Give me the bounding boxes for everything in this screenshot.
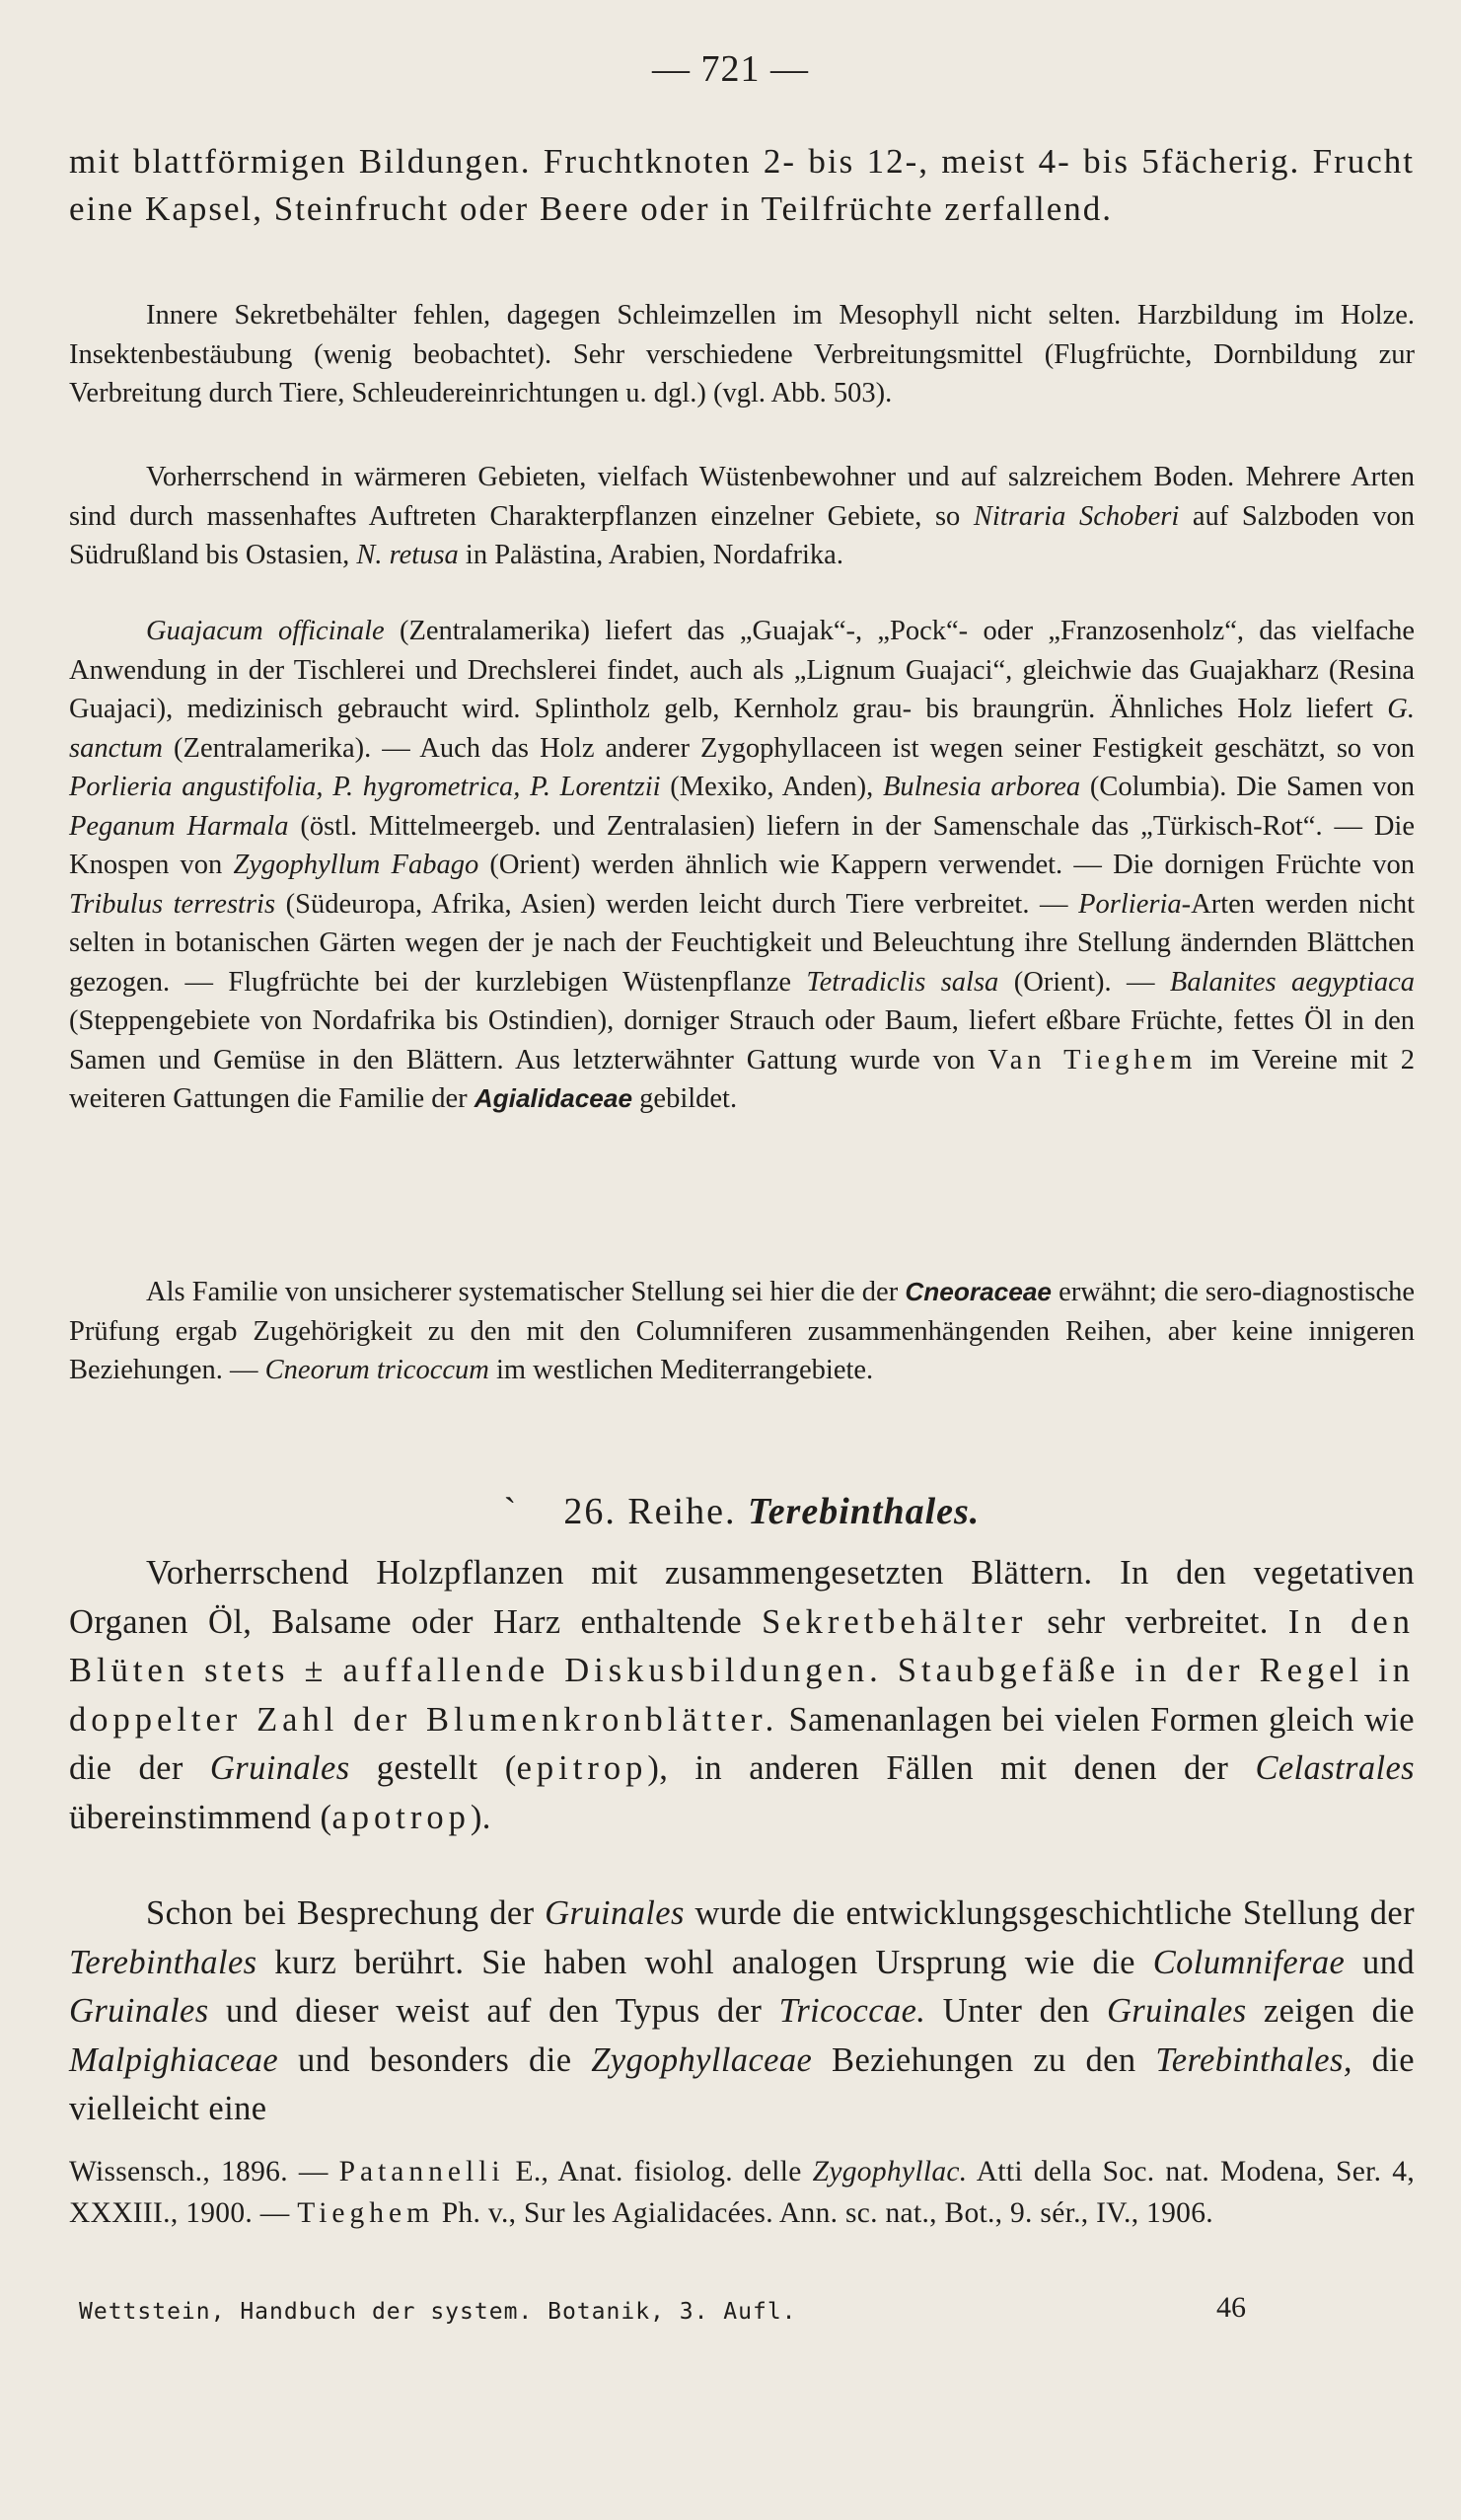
sheet-number: 46 — [1216, 2291, 1246, 2324]
paragraph-terebinthales-relations: Schon bei Besprechung der Gruinales wurde die entwicklungsgeschichtliche Stellung der Terebinthales kurz berührt. Sie haben wohl analogen Ursprung wie die Columniferae und Gruinales und dieser weist auf den Typus der Tricoccae. Unter den Gruinales zeigen die Malpighiaceae und besonders die Zygophyllaceae Beziehungen zu den Terebinthales, die vielleicht eine — [69, 1894, 1416, 2127]
book-imprint: Wettstein, Handbuch der system. Botanik, 3. Aufl. — [79, 2299, 797, 2325]
heading-title: Terebinthales. — [747, 1491, 981, 1532]
paragraph-distribution: Vorherrschend in wärmeren Gebieten, vielfach Wüstenbewohner und auf salzreichem Boden. Mehrere Arten sind durch massenhaftes Auftreten Charakterpflanzen einzelner Gebiete, so Nitraria Schoberi auf Salzboden von Südrußland bis Ostasien, N. retusa in Palästina, Arabien, Nordafrika. — [69, 462, 1415, 570]
lead-paragraph: mit blattförmigen Bildungen. Fruchtknoten 2- bis 12-, meist 4- bis 5fächerig. Frucht eine Kapsel, Steinfrucht oder Beere oder in Teilfrüchte zerfallend. — [69, 142, 1415, 228]
paragraph-secretion: Innere Sekretbehälter fehlen, dagegen Schleimzellen im Mesophyll nicht selten. Harzbildung im Holze. Insektenbestäubung (wenig beobachtet). Sehr verschiedene Verbreitungsmittel (Flugfrüchte, Dornbildung zur Verbreitung durch Tiere, Schleudereinrichtungen u. dgl.) (vgl. Abb. 503). — [69, 300, 1415, 408]
paragraph-terebinthales-description: Vorherrschend Holzpflanzen mit zusammengesetzten Blättern. In den vegetativen Organen Öl, Balsame oder Harz enthaltende Sekretbehälter sehr verbreitet. In den Blüten stets ± auffallende Diskusbildungen. Staubgefäße in der Regel in doppelter Zahl der Blumenkronblätter. Samenanlagen bei vielen Formen gleich wie die der Gruinales gestellt (epitrop), in anderen Fällen mit denen der Celastrales übereinstimmend (apotrop). — [69, 1554, 1416, 1836]
paragraph-cneoraceae: Als Familie von unsicherer systematischer Stellung sei hier die der Cneoraceae erwähnt; die sero-diagnostische Prüfung ergab Zugehörigkeit zu den mit den Columniferen zusammenhängenden Reihen, aber keine innigeren Beziehungen. — Cneorum tricoccum im westlichen Mediterrangebiete. — [69, 1277, 1416, 1385]
heading-number: 26. Reihe. — [563, 1491, 737, 1532]
footnote-references: Wissensch., 1896. — Patannelli E., Anat. fisiolog. delle Zygophyllac. Atti della Soc. nat. Modena, Ser. 4, XXXIII., 1900. — Tieghem Ph. v., Sur les Agialidacées. Ann. sc. nat., Bot., 9. sér., IV., 1906. — [69, 2156, 1415, 2229]
paragraph-uses: Guajacum officinale (Zentralamerika) liefert das „Guajak“-, „Pock“- oder „Franzosenholz“, das vielfache Anwendung in der Tischlerei und Drechslerei findet, auch als „Lignum Guajaci“, gleichwie das Guajakharz (Resina Guajaci), medizinisch gebraucht wird. Splintholz gelb, Kernholz grau- bis braungrün. Ähnliches Holz liefert G. sanctum (Zentralamerika). — Auch das Holz anderer Zygophyllaceen ist wegen seiner Festigkeit geschätzt, so von Porlieria angustifolia, P. hygrometrica, P. Lorentzii (Mexiko, Anden), Bulnesia arborea (Columbia). Die Samen von Peganum Harmala (östl. Mittelmeergeb. und Zentralasien) liefern in der Samenschale das „Türkisch-Rot“. — Die Knospen von Zygophyllum Fabago (Orient) werden ähnlich wie Kappern verwendet. — Die dornigen Früchte von Tribulus terrestris (Südeuropa, Afrika, Asien) werden leicht durch Tiere verbreitet. — Porlieria-Arten werden nicht selten in botanischen Gärten wegen der je nach der Feuchtigkeit und Beleuchtung ihre Stellung ändernden Blättchen gezogen. — Flugfrüchte bei der kurzlebigen Wüstenpflanze Tetradiclis salsa (Orient). — Balanites aegyptiaca (Steppengebiete von Nordafrika bis Ostindien), dorniger Strauch oder Baum, liefert eßbare Früchte, fettes Öl in den Samen und Gemüse in den Blättern. Aus letzterwähnter Gattung wurde von Van Tieghem im Vereine mit 2 weiteren Gattungen die Familie der Agialidaceae gebildet. — [69, 616, 1416, 1114]
section-heading — [69, 1490, 1415, 1533]
heading-mark: ` — [503, 1491, 519, 1532]
page-number: — 721 — — [652, 48, 809, 90]
